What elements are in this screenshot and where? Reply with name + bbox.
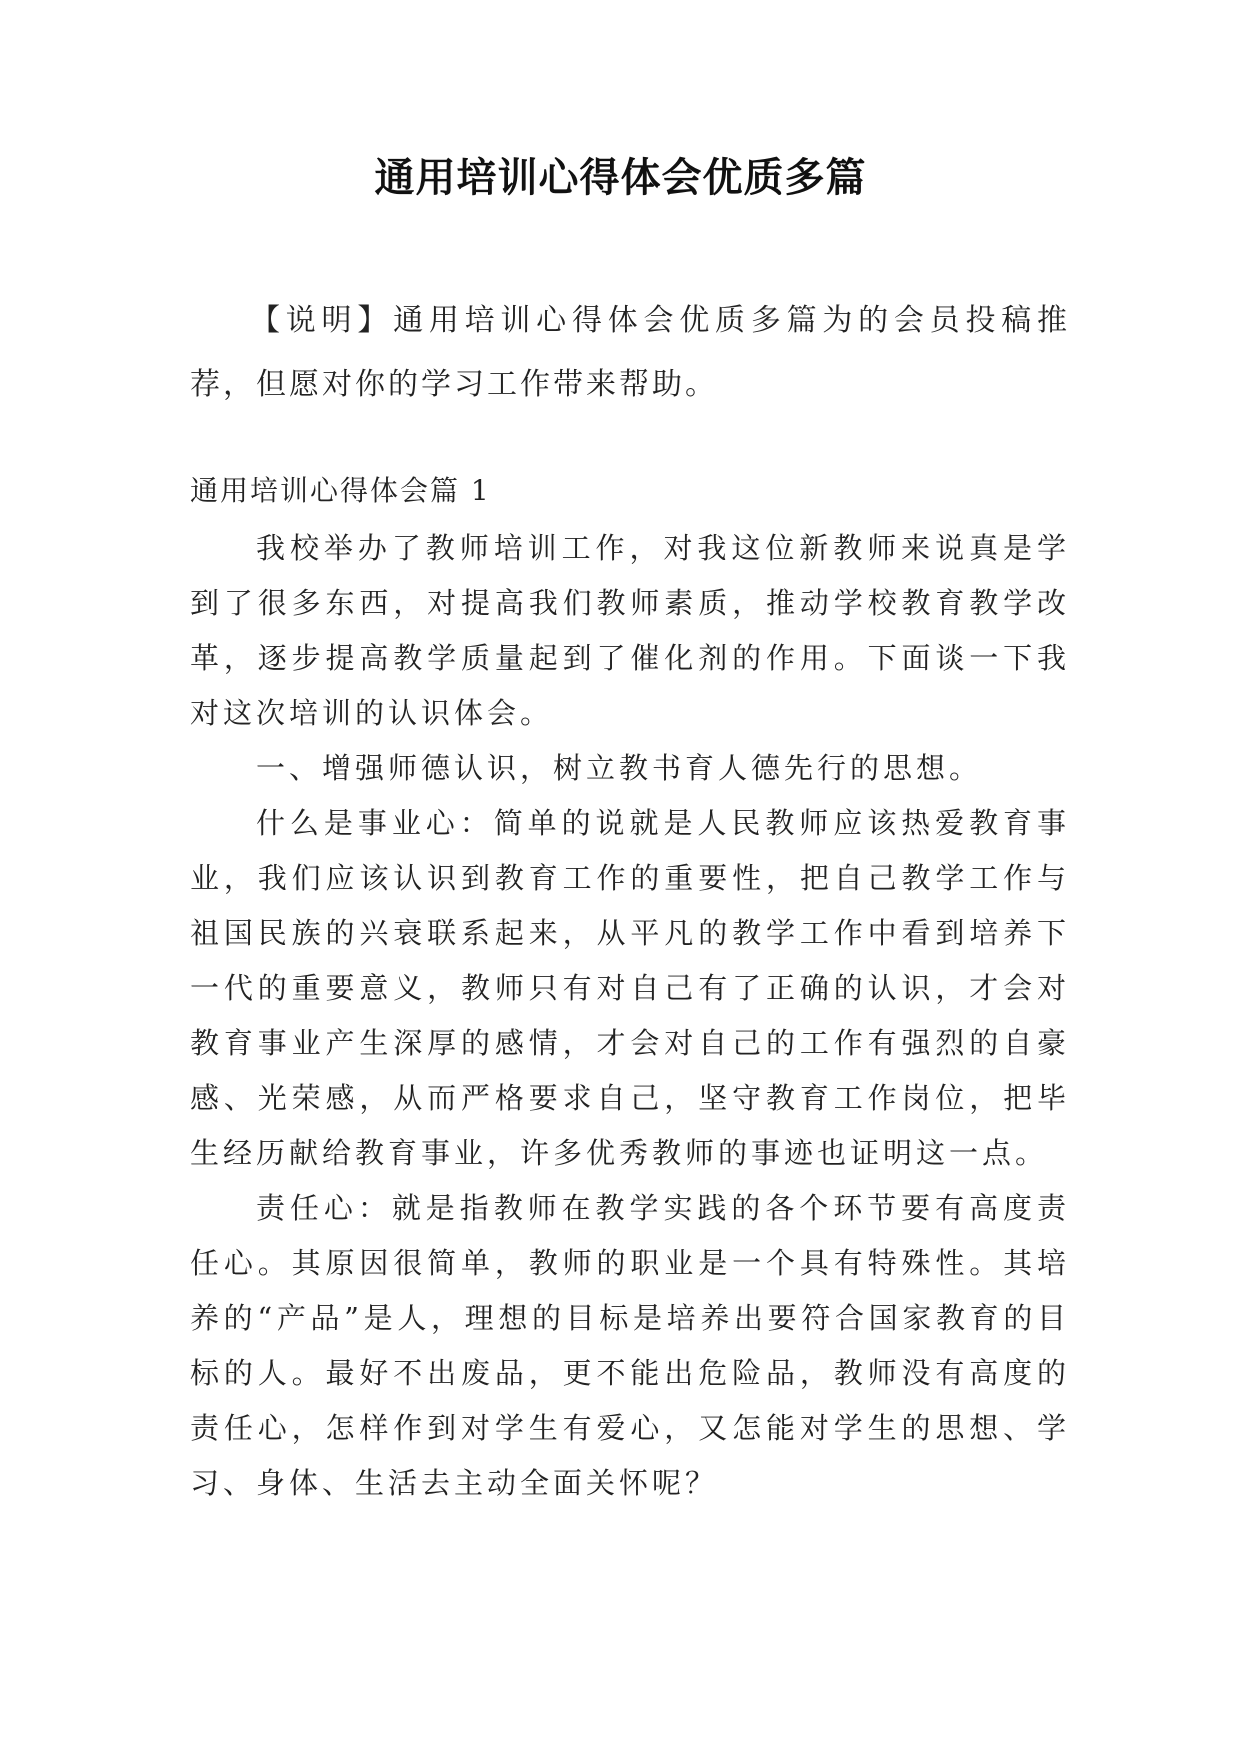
note-paragraph: 【说明】通用培训心得体会优质多篇为的会员投稿推荐，但愿对你的学习工作带来帮助。 [190,303,1070,402]
document-body [190,521,1070,1511]
body-paragraph-2: 一、增强师德认识，树立教书育人德先行的思想。 [256,751,983,785]
body-paragraph-1: 我校举办了教师培训工作，对我这位新教师来说真是学到了很多东西，对提高我们教师素质，推动学校教育教学改革，逐步提高教学质量起到了催化剂的作用。下面谈一下我对这次培训的认识体会。 [190,531,1070,730]
body-paragraph-3: 什么是事业心：简单的说就是人民教师应该热爱教育事业，我们应该认识到教育工作的重要性，把自己教学工作与祖国民族的兴衰联系起来，从平凡的教学工作中看到培养下一代的重要意义，教师只有对自己有了正确的认识，才会对教育事业产生深厚的感情，才会对自己的工作有强烈的自豪感、光荣感，从而严格要求自己，坚守教育工作岗位，把毕生经历献给教育事业，许多优秀教师的事迹也证明这一点。 [190,806,1070,1170]
document-note [190,289,1070,417]
document-title: 通用培训心得体会优质多篇 [374,155,867,201]
section-heading: 通用培训心得体会篇 1 [190,474,491,507]
body-paragraph-4: 责任心：就是指教师在教学实践的各个环节要有高度责任心。其原因很简单，教师的职业是一个具有特殊性。其培养的“产品”是人，理想的目标是培养出要符合国家教育的目标的人。最好不出废品，更不能出危险品，教师没有高度的责任心，怎样作到对学生有爱心，又怎能对学生的思想、学习、身体、生活去主动全面关怀呢？ [190,1191,1070,1500]
